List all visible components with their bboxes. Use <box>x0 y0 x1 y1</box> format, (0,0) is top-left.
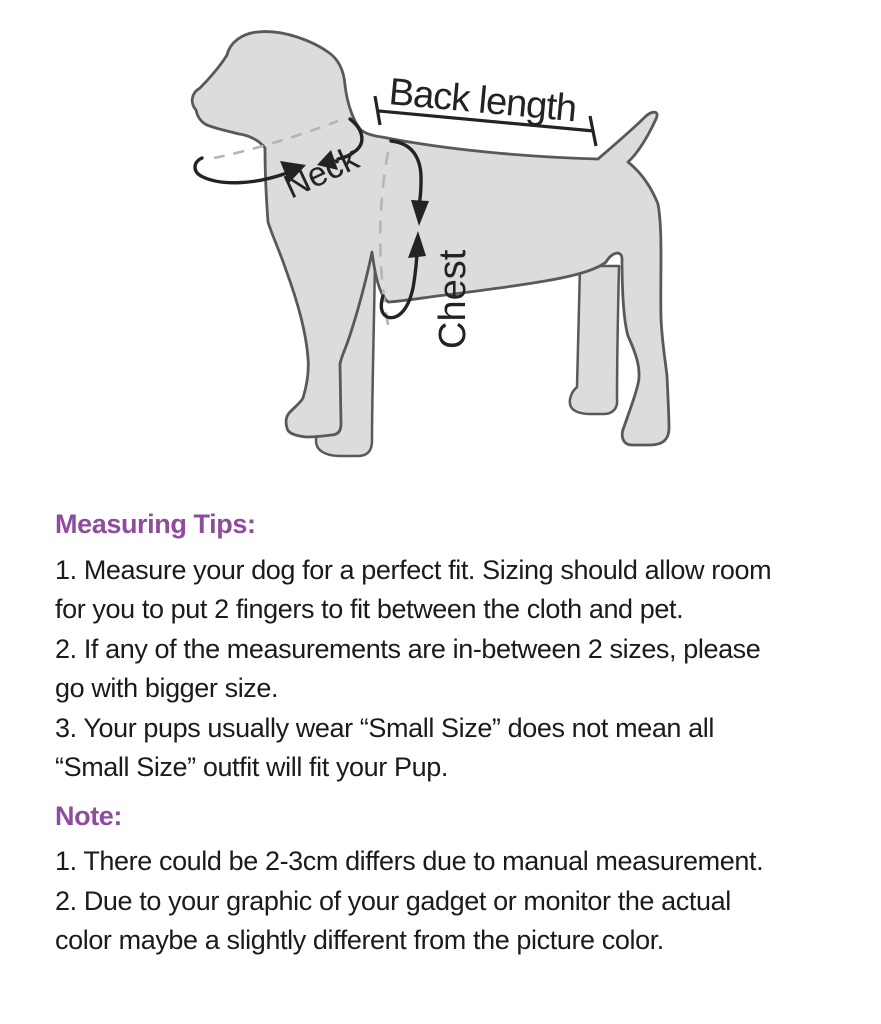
measuring-tips-line: go with bigger size. <box>55 673 279 703</box>
note-line: 2. Due to your graphic of your gadget or monitor the actual <box>55 885 731 916</box>
measuring-tips-line: 2. If any of the measurements are in-between 2 sizes, please <box>55 633 761 664</box>
measuring-tips-heading: Measuring Tips: <box>55 509 256 539</box>
note-line: color maybe a slightly different from the picture color. <box>55 925 664 955</box>
back-length-label: Back length <box>387 71 578 131</box>
measuring-tips-line: “Small Size” outfit will fit your Pup. <box>55 752 448 782</box>
dog-far-hind-leg <box>570 266 619 414</box>
instructions-text-block <box>55 505 845 961</box>
measuring-tips-line: 3. Your pups usually wear “Small Size” does not mean all <box>55 712 714 743</box>
measuring-tips-line: for you to put 2 fingers to fit between the cloth and pet. <box>55 594 684 624</box>
dog-diagram-svg <box>0 0 881 492</box>
note-heading: Note: <box>55 800 122 831</box>
note-line: 1. There could be 2-3cm differs due to manual measurement. <box>55 846 764 876</box>
neck-label: Neck <box>278 139 365 207</box>
chest-label: Chest <box>432 249 474 349</box>
dog-measuring-diagram <box>0 0 881 492</box>
measuring-tips-line: 1. Measure your dog for a perfect fit. Sizing should allow room <box>55 554 772 585</box>
